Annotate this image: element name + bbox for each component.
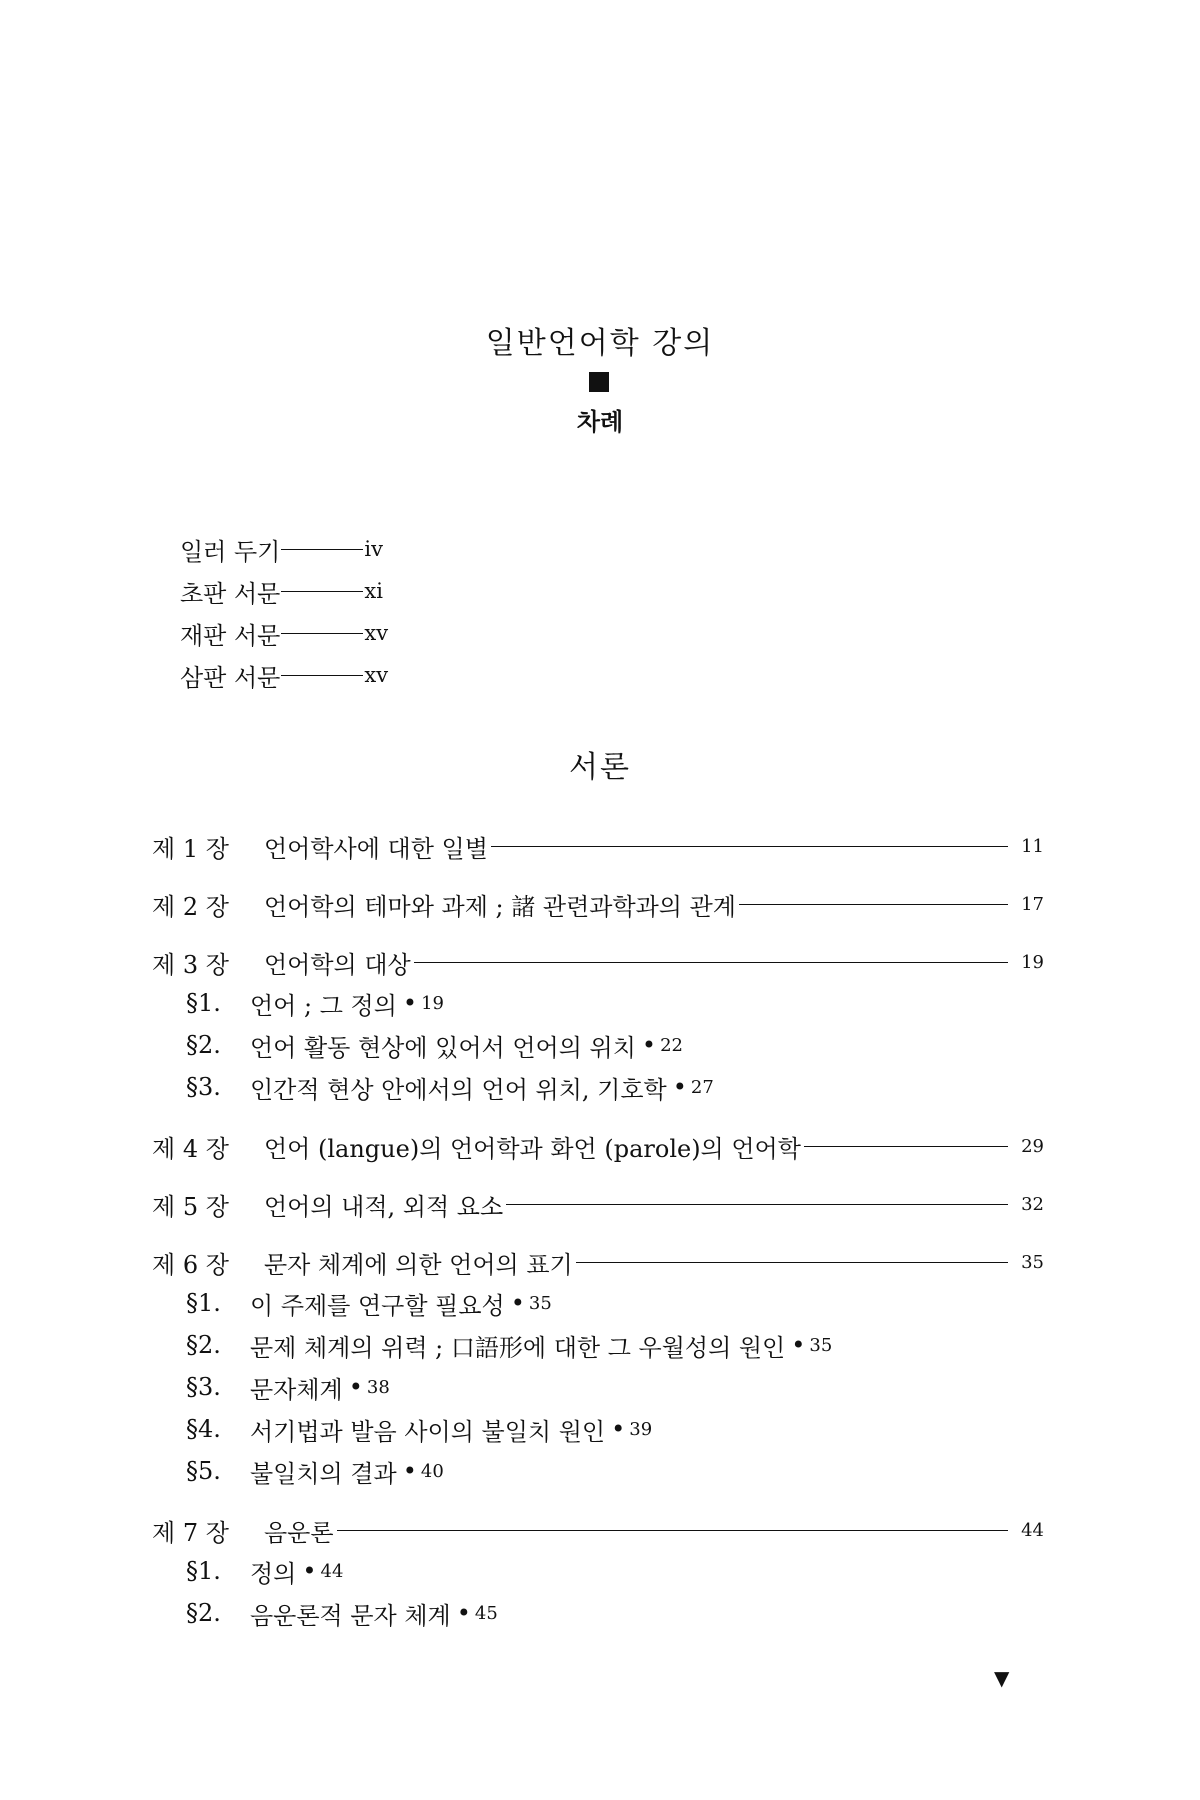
chapter-number: 제 4 장 xyxy=(152,1134,229,1163)
toc-chapter-4 xyxy=(152,1126,1044,1166)
toc-chapter-7 xyxy=(152,1510,1044,1550)
bullet-separator: • xyxy=(302,1557,317,1585)
section-title: 이 주제를 연구할 필요성 xyxy=(250,1291,505,1320)
chapter-title: 언어학의 테마와 과제 ; 諸 관련과학과의 관계 xyxy=(264,892,736,921)
chapter-page: 19 xyxy=(1021,951,1044,973)
table-of-contents xyxy=(152,826,1044,1634)
toc-section xyxy=(152,1066,1044,1108)
chapter-title: 언어 (langue)의 언어학과 화언 (parole)의 언어학 xyxy=(264,1134,801,1163)
prelim-page: iv xyxy=(364,537,383,561)
toc-chapter-2 xyxy=(152,884,1044,924)
section-page: 35 xyxy=(809,1334,833,1356)
toc-section xyxy=(152,1282,1044,1324)
leader-line xyxy=(506,1204,1008,1205)
prelims-list xyxy=(180,528,388,696)
section-title: 문제 체계의 위력 ; 口語形에 대한 그 우월성의 원인 xyxy=(250,1333,786,1362)
section-page: 27 xyxy=(690,1076,714,1098)
chapter-title: 문자 체계에 의한 언어의 표기 xyxy=(264,1250,573,1279)
bullet-separator: • xyxy=(402,1457,417,1485)
section-page: 44 xyxy=(320,1560,344,1582)
prelim-page: xi xyxy=(364,579,383,603)
section-title: 언어 활동 현상에 있어서 언어의 위치 xyxy=(250,1033,636,1062)
prelim-title: 초판 서문 xyxy=(180,579,281,608)
book-title: 일반언어학 강의 xyxy=(485,326,715,361)
dash-leader xyxy=(281,549,363,550)
section-number: §2. xyxy=(186,1331,221,1359)
toc-section xyxy=(152,1024,1044,1066)
section-number: §5. xyxy=(186,1457,221,1485)
prelim-item xyxy=(180,570,388,612)
section-number: §3. xyxy=(186,1073,221,1101)
section-page: 35 xyxy=(528,1292,552,1314)
toc-chapter-6 xyxy=(152,1242,1044,1282)
next-page-arrow-icon: ▼ xyxy=(994,1666,1010,1690)
toc-chapter-3 xyxy=(152,942,1044,982)
bullet-separator: • xyxy=(456,1599,471,1627)
section-number: §1. xyxy=(186,1557,221,1585)
section-number: §1. xyxy=(186,989,221,1017)
section-title: 인간적 현상 안에서의 언어 위치, 기호학 xyxy=(250,1075,667,1104)
chapter-number: 제 1 장 xyxy=(152,834,229,863)
leader-line xyxy=(739,904,1008,905)
section-page: 22 xyxy=(660,1034,683,1056)
dash-leader xyxy=(281,675,363,676)
prelim-page: xv xyxy=(364,663,389,687)
chapter-number: 제 7 장 xyxy=(152,1518,229,1547)
section-number: §1. xyxy=(186,1289,221,1317)
section-number: §2. xyxy=(186,1031,221,1059)
bullet-separator: • xyxy=(672,1073,687,1101)
toc-section xyxy=(152,982,1044,1024)
section-title: 정의 xyxy=(250,1559,297,1588)
contents-label: 차례 xyxy=(576,407,624,436)
section-page: 45 xyxy=(474,1602,498,1624)
prelim-page: xv xyxy=(364,621,389,645)
section-page: 39 xyxy=(629,1418,653,1440)
bullet-separator: • xyxy=(348,1373,363,1401)
section-page: 40 xyxy=(420,1460,444,1482)
section-number: §2. xyxy=(186,1599,221,1627)
leader-line xyxy=(337,1530,1008,1531)
square-ornament xyxy=(589,372,609,392)
section-title: 불일치의 결과 xyxy=(250,1459,397,1488)
section-title: 언어 ; 그 정의 xyxy=(250,991,397,1020)
toc-section xyxy=(152,1408,1044,1450)
section-page: 38 xyxy=(366,1376,390,1398)
toc-chapter-1 xyxy=(152,826,1044,866)
section-page: 19 xyxy=(421,992,444,1014)
toc-section xyxy=(152,1550,1044,1592)
bullet-separator: • xyxy=(791,1331,806,1359)
section-number: §3. xyxy=(186,1373,221,1401)
prelim-item xyxy=(180,654,388,696)
chapter-number: 제 5 장 xyxy=(152,1192,229,1221)
dash-leader xyxy=(281,633,363,634)
prelim-item xyxy=(180,612,388,654)
toc-chapter-5 xyxy=(152,1184,1044,1224)
chapter-number: 제 6 장 xyxy=(152,1250,229,1279)
bullet-separator: • xyxy=(510,1289,525,1317)
chapter-page: 17 xyxy=(1021,893,1044,915)
bullet-separator: • xyxy=(611,1415,626,1443)
toc-section xyxy=(152,1366,1044,1408)
chapter-title: 언어학사에 대한 일별 xyxy=(264,834,488,863)
chapter-number: 제 3 장 xyxy=(152,950,229,979)
leader-line xyxy=(804,1146,1008,1147)
section-title: 음운론적 문자 체계 xyxy=(250,1601,451,1630)
chapter-number: 제 2 장 xyxy=(152,892,229,921)
leader-line xyxy=(491,846,1008,847)
prelim-title: 삼판 서문 xyxy=(180,663,281,692)
dash-leader xyxy=(281,591,363,592)
chapter-title: 음운론 xyxy=(264,1518,334,1547)
chapter-title: 언어의 내적, 외적 요소 xyxy=(264,1192,504,1221)
chapter-page: 35 xyxy=(1021,1251,1044,1273)
prelim-title: 일러 두기 xyxy=(180,537,281,566)
section-title: 문자체계 xyxy=(250,1375,343,1404)
chapter-page: 11 xyxy=(1021,835,1044,857)
section-number: §4. xyxy=(186,1415,221,1443)
bullet-separator: • xyxy=(641,1031,657,1059)
chapter-page: 29 xyxy=(1021,1135,1044,1157)
chapter-title: 언어학의 대상 xyxy=(264,950,411,979)
leader-line xyxy=(414,962,1008,963)
toc-section xyxy=(152,1324,1044,1366)
bullet-separator: • xyxy=(402,989,418,1017)
chapter-page: 44 xyxy=(1021,1519,1044,1541)
prelim-item xyxy=(180,528,388,570)
prelim-title: 재판 서문 xyxy=(180,621,281,650)
leader-line xyxy=(576,1262,1008,1263)
chapter-page: 32 xyxy=(1021,1193,1044,1215)
section-title: 서기법과 발음 사이의 불일치 원인 xyxy=(250,1417,606,1446)
toc-section xyxy=(152,1592,1044,1634)
intro-heading: 서론 xyxy=(569,750,631,785)
toc-section xyxy=(152,1450,1044,1492)
